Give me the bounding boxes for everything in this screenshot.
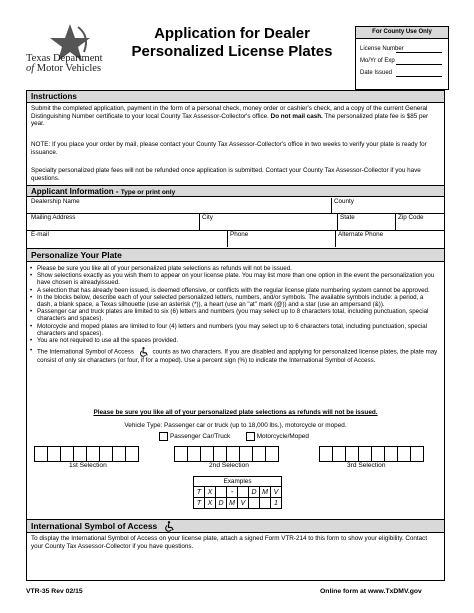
- char-box[interactable]: [187, 446, 201, 462]
- form-frame: [26, 90, 445, 581]
- selection-2-boxes[interactable]: [175, 446, 279, 460]
- char-box[interactable]: [319, 446, 333, 462]
- example-cell: M: [227, 498, 238, 509]
- example-cell: X: [205, 487, 216, 498]
- char-box[interactable]: [60, 446, 74, 462]
- phone-field[interactable]: Phone: [227, 231, 248, 247]
- dealership-name-field[interactable]: Dealership Name: [31, 198, 80, 205]
- agency-line-1: Texas Department: [26, 53, 103, 64]
- examples-table: [193, 476, 282, 509]
- online-form-link[interactable]: Online form at www.TxDMV.gov: [320, 588, 422, 595]
- char-box[interactable]: [112, 446, 126, 462]
- agency-name: [26, 54, 103, 74]
- bullet-item: • Motorcycle and moped plates are limited to four (4) letters and numbers (you may select up to 6 characters total, including punctuation, special characters and spaces).: [29, 323, 439, 337]
- license-number-field[interactable]: [396, 52, 442, 53]
- motorcycle-checkbox[interactable]: [246, 432, 255, 441]
- city-field[interactable]: City: [199, 214, 213, 230]
- instructions-p2: NOTE: If you place your order by mail, please contact your County Tax Assessor-Collector's office in two weeks to verify your plate is ready for issuance.: [31, 141, 427, 156]
- reminder-text: Please be sure you like all of your personalized plate selections as refunds will not be issued.: [93, 409, 378, 416]
- instructions-p3: Specialty personalized plate fees will not be refunded once application is submitted. Contact your County Tax Assessor-Collector if you have questions.: [31, 167, 421, 182]
- examples-label: Examples: [194, 477, 282, 487]
- motorcycle-label: Motorcycle/Moped: [256, 433, 309, 441]
- example-cell: T: [194, 487, 205, 498]
- state-field[interactable]: State: [337, 214, 355, 230]
- alt-phone-field[interactable]: Alternate Phone: [335, 231, 383, 247]
- char-box[interactable]: [86, 446, 100, 462]
- applicant-heading: [27, 185, 444, 197]
- title-line-1: Application for Dealer: [154, 25, 310, 42]
- example-cell: [249, 498, 260, 509]
- char-box[interactable]: [371, 446, 385, 462]
- example-cell: M: [260, 487, 271, 498]
- selection-1-boxes[interactable]: [35, 446, 139, 460]
- isa-bullet-post: counts as two characters. If you are disabled and applying for personalized license plates, the plate may consist of only six characters (or four, if for a moped). Use a percent sign (%) to indicate the International Symbol of Access.: [37, 348, 438, 365]
- example-cell: D: [249, 487, 260, 498]
- form-id: VTR-35 Rev 02/15: [26, 588, 83, 595]
- instructions-p1-text: Submit the completed application, payment in the form of a personal check, money order or cashier's check, and a copy of the current General Distinguishing Number certificate to your local County Tax Assessor-Collector's office.: [31, 105, 428, 120]
- selection-3-boxes[interactable]: [320, 446, 424, 460]
- isa-text: To display the International Symbol of Access on your license plate, attach a signed Form VTR-214 to this form to show your eligibility. Contact your County Tax Assessor-Collector if you have questions.: [31, 535, 428, 550]
- personalize-heading: Personalize Your Plate: [27, 248, 444, 262]
- char-box[interactable]: [265, 446, 279, 462]
- applicant-heading-text: Applicant Information -: [31, 187, 121, 196]
- no-cash-note: Do not mail cash.: [270, 112, 323, 120]
- char-box[interactable]: [47, 446, 61, 462]
- isa-heading-text: International Symbol of Access: [31, 521, 158, 531]
- char-box[interactable]: [213, 446, 227, 462]
- county-field[interactable]: County: [331, 198, 354, 213]
- example-cell: [216, 487, 227, 498]
- county-box-heading: For County Use Only: [356, 27, 448, 39]
- vehicle-type-options: [159, 432, 309, 441]
- selection-3-label: 3rd Selection: [347, 462, 386, 469]
- exp-label: Mo/Yr of Exp: [360, 58, 395, 64]
- char-box[interactable]: [239, 446, 253, 462]
- date-issued-field[interactable]: [396, 76, 442, 77]
- bullet-item: • Passenger car and truck plates are limited to six (6) letters and numbers (you may select up to 8 characters total, including punctuation, special characters and spaces).: [29, 308, 439, 322]
- char-box[interactable]: [410, 446, 424, 462]
- bullet-item: • Please be sure you like all of your personalized plate selections as refunds will not be issued.: [29, 265, 439, 272]
- bullet-item: • You are not required to use all the spaces provided.: [29, 337, 439, 344]
- example-cell: [260, 498, 271, 509]
- mailing-address-field[interactable]: Mailing Address: [31, 214, 76, 221]
- char-box[interactable]: [358, 446, 372, 462]
- char-box[interactable]: [226, 446, 240, 462]
- instructions-p1-fee: The personalized plate fee is $85 per year.: [31, 112, 429, 128]
- date-issued-label: Date Issued: [360, 70, 393, 76]
- selection-2-label: 2nd Selection: [209, 462, 249, 469]
- applicant-heading-note: Type or print only: [120, 189, 176, 196]
- isa-heading: [27, 519, 444, 533]
- title-line-2: Personalized License Plates: [131, 43, 333, 60]
- char-box[interactable]: [73, 446, 87, 462]
- form-title: [122, 25, 342, 61]
- passenger-car-checkbox[interactable]: [159, 432, 168, 441]
- divider: [27, 213, 444, 214]
- char-box[interactable]: [397, 446, 411, 462]
- license-number-label: License Number: [360, 46, 404, 52]
- county-use-box: [355, 26, 449, 90]
- agency-line-2-prefix: of: [26, 63, 35, 74]
- char-box[interactable]: [332, 446, 346, 462]
- bullet-item: • Show selections exactly as you wish them to appear on your license plate. You may list more than one option in the event the personalization you have chosen is alreadyissued.: [29, 272, 439, 286]
- personalize-bullets: [27, 265, 442, 385]
- char-box[interactable]: [252, 446, 266, 462]
- example-cell: 1: [271, 498, 282, 509]
- email-field[interactable]: E-mail: [31, 231, 49, 238]
- passenger-car-label: Passenger Car/Truck: [170, 433, 231, 441]
- example-row: [194, 487, 282, 498]
- bullet-item-isa: [29, 347, 439, 364]
- bullet-item: • A selection that has already been issued, is deemed offensive, or conflicts with the regular license plate numbering system cannot be approved.: [29, 287, 439, 294]
- isa-bullet-pre: The International Symbol of Access: [37, 348, 134, 356]
- example-cell: V: [238, 498, 249, 509]
- example-cell: X: [205, 498, 216, 509]
- selection-1-label: 1st Selection: [69, 462, 107, 469]
- vehicle-type-text: Vehicle Type: Passenger car or truck (up to 18,000 lbs.), motorcycle or moped.: [124, 422, 347, 429]
- wheelchair-icon: [163, 521, 175, 532]
- zip-field[interactable]: Zip Code: [395, 214, 424, 230]
- char-box[interactable]: [345, 446, 359, 462]
- bullet-item: • In the blocks below, describe each of your selected personalized letters, numbers, and/or symbols. The available symbols include: a period, a dash, a blank space, a Texas silhouette (use an asterisk (*)), a heart (use an "at" mark (@)) and a star (use an ampersand (&)).: [29, 294, 439, 308]
- char-box[interactable]: [34, 446, 48, 462]
- instructions-heading: Instructions: [27, 91, 444, 103]
- example-cell: T: [194, 498, 205, 509]
- example-cell: D: [216, 498, 227, 509]
- instructions-p1: [31, 105, 441, 128]
- char-box[interactable]: [200, 446, 214, 462]
- example-cell: -: [227, 487, 238, 498]
- example-cell: V: [271, 487, 282, 498]
- char-box[interactable]: [99, 446, 113, 462]
- wheelchair-icon: [138, 347, 149, 357]
- example-row: [194, 498, 282, 509]
- bullet-list: [29, 265, 439, 364]
- exp-field[interactable]: [396, 64, 442, 65]
- char-box[interactable]: [174, 446, 188, 462]
- char-box[interactable]: [125, 446, 139, 462]
- example-cell: [238, 487, 249, 498]
- agency-line-2: Motor Vehicles: [36, 63, 102, 74]
- char-box[interactable]: [384, 446, 398, 462]
